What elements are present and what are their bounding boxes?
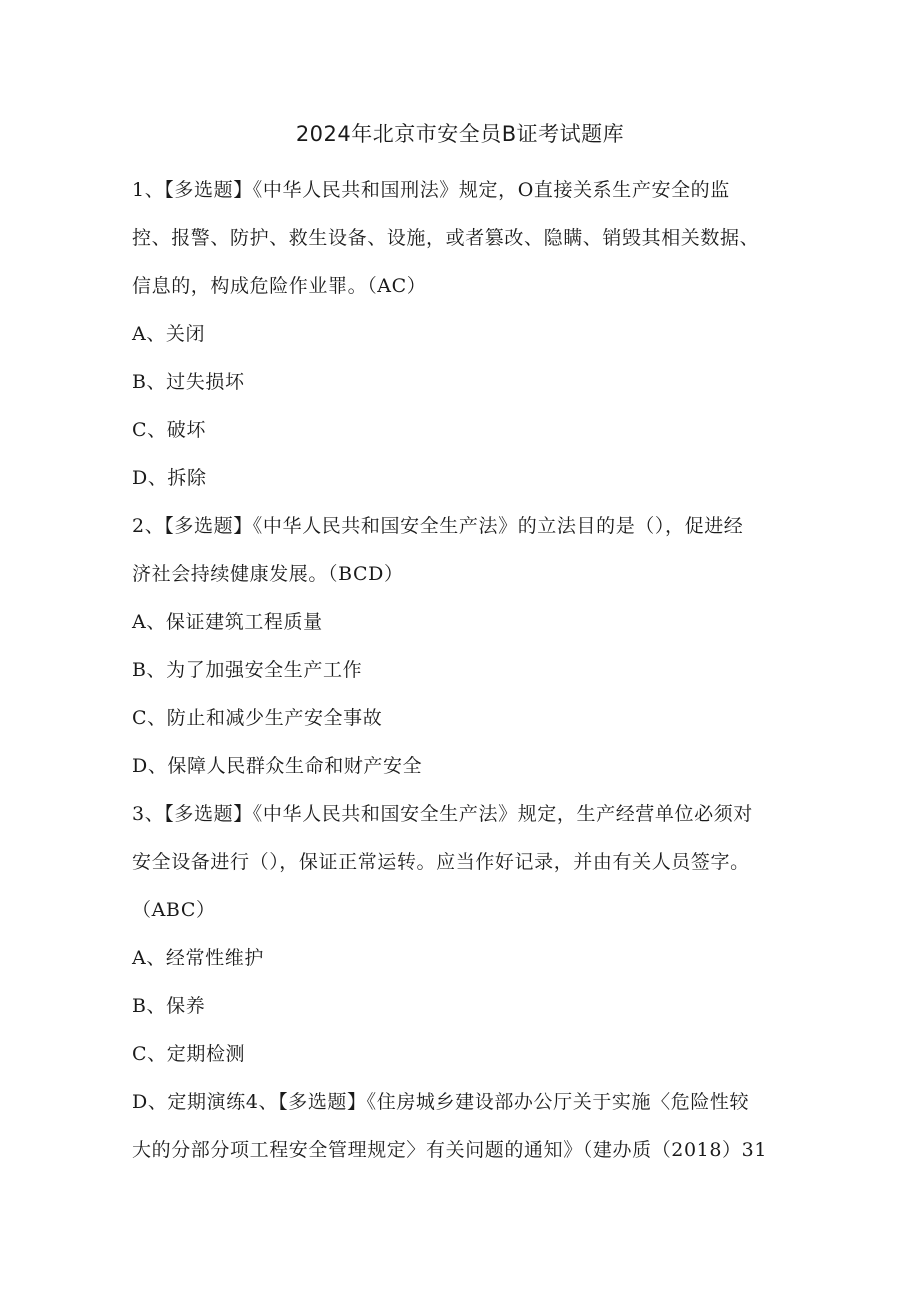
question-1-line-1: 1、【多选题】《中华人民共和国刑法》规定，O直接关系生产安全的监 [132,179,730,201]
question-2-line-2: 济社会持续健康发展。（BCD） [132,563,404,585]
question-3-line-2: 安全设备进行（），保证正常运转。应当作好记录，并由有关人员签字。 [132,851,750,873]
question-1-line-2: 控、报警、防护、救生设备、设施，或者篡改、隐瞒、销毁其相关数据、 [132,227,760,249]
question-4-line-2: 大的分部分项工程安全管理规定〉有关问题的通知》（建办质（2018）31 [132,1139,768,1161]
question-3-option-d-and-question-4-line-1: D、定期演练4、【多选题】《住房城乡建设部办公厅关于实施〈危险性较 [132,1091,750,1113]
question-2-option-b: B、为了加强安全生产工作 [132,659,363,681]
question-3-line-1: 3、【多选题】《中华人民共和国安全生产法》规定，生产经营单位必须对 [132,803,753,825]
question-1-option-a: A、关闭 [132,323,206,345]
question-3-option-a: A、经常性维护 [132,947,264,969]
question-2-option-a: A、保证建筑工程质量 [132,611,323,633]
question-3-line-3: （ABC） [132,899,216,921]
question-2-option-d: D、保障人民群众生命和财产安全 [132,755,423,777]
question-2-line-1: 2、【多选题】《中华人民共和国安全生产法》的立法目的是（），促进经 [132,515,744,537]
question-3-option-c: C、定期检测 [132,1043,246,1065]
document-title: 2024年北京市安全员B证考试题库 [295,122,625,146]
document-body [132,166,792,1174]
question-1-option-c: C、破坏 [132,419,206,441]
question-3-option-b: B、保养 [132,995,206,1017]
question-1-line-3: 信息的，构成危险作业罪。（AC） [132,275,427,297]
question-1-option-b: B、过失损坏 [132,371,245,393]
question-2-option-c: C、防止和减少生产安全事故 [132,707,383,729]
question-1-option-d: D、拆除 [132,467,207,489]
